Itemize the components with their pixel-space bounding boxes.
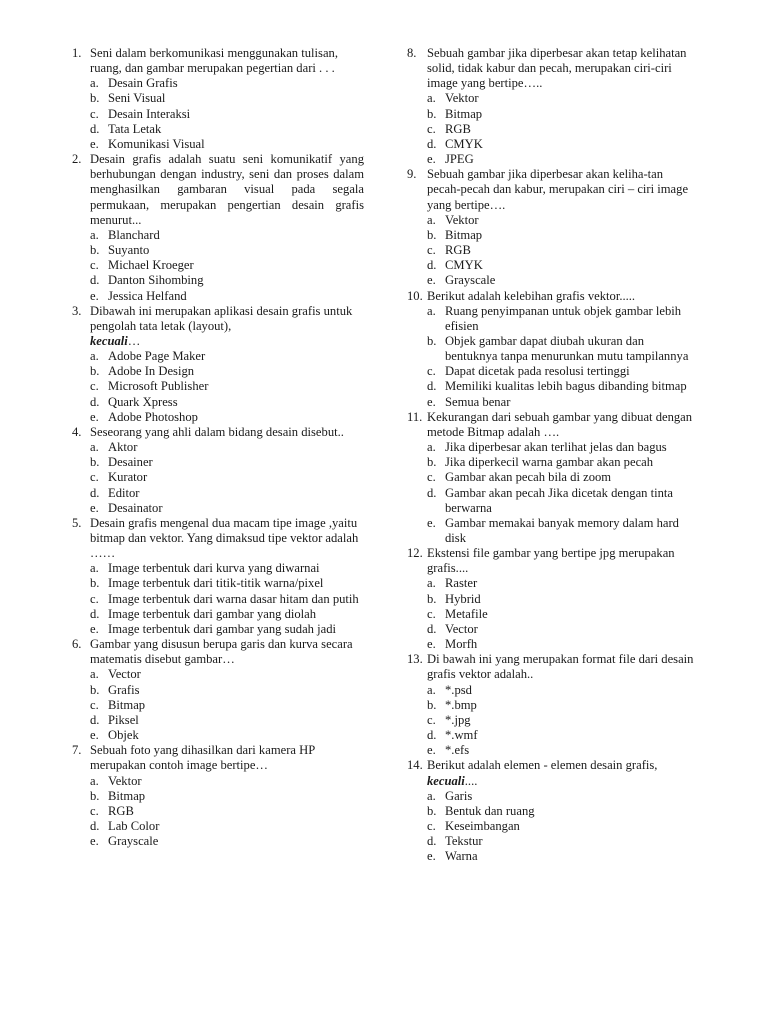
option-b[interactable] [90, 243, 364, 258]
question-body: Berikut adalah elemen - elemen desain grafis, [427, 758, 658, 773]
question-body: Dibawah ini merupakan aplikasi desain grafis untuk pengolah tata letak (layout), [90, 303, 353, 333]
option-c[interactable] [427, 243, 697, 258]
option-letter: a. [90, 773, 99, 788]
option-letter: c. [427, 364, 436, 379]
question-number: 7. [72, 743, 82, 758]
option-letter: c. [90, 697, 99, 712]
option-text: Desainator [108, 500, 163, 515]
option-c[interactable] [90, 258, 364, 273]
option-text: Image terbentuk dari gambar yang diolah [108, 606, 317, 621]
question-number: 12. [407, 546, 423, 561]
option-d[interactable] [90, 486, 364, 501]
question-14 [407, 758, 697, 864]
option-text: Objek [108, 728, 139, 743]
question-1 [72, 46, 364, 152]
option-a[interactable] [427, 304, 697, 334]
option-text: Bitmap [108, 788, 146, 803]
question-text: Di bawah ini yang merupakan format file dari desain grafis vektor adalah.. [427, 652, 694, 682]
answer-options [90, 440, 364, 516]
option-a[interactable] [427, 789, 697, 804]
option-text: Grafis [108, 682, 140, 697]
option-letter: a. [90, 349, 99, 364]
option-letter: b. [90, 455, 100, 470]
option-c[interactable] [90, 470, 364, 485]
option-letter: b. [427, 591, 437, 606]
question-number: 9. [407, 167, 417, 182]
option-a[interactable] [90, 561, 364, 576]
question-number: 10. [407, 288, 423, 303]
option-d[interactable] [427, 137, 697, 152]
option-text: Lab Color [108, 818, 160, 833]
question-number: 11. [407, 409, 423, 424]
option-text: Warna [445, 849, 478, 864]
option-text: CMYK [445, 258, 483, 273]
option-text: Bitmap [108, 697, 146, 712]
option-text: Gambar memakai banyak memory dalam hard disk [445, 515, 679, 545]
question-text [427, 758, 697, 788]
question-2 [72, 152, 364, 304]
question-text: Desain grafis adalah suatu seni komunikatif yang berhubungan dengan industry, seni dan proses dalam menghasilkan gambaran visual pada segala permukaan, merupakan pengertian desain grafis menurut... [90, 152, 364, 227]
option-text: Aktor [108, 440, 138, 455]
option-c[interactable] [90, 592, 364, 607]
option-letter: b. [427, 697, 437, 712]
option-text: Memiliki kualitas lebih bagus dibanding bitmap [445, 379, 687, 394]
option-d[interactable] [427, 258, 697, 273]
option-text: CMYK [445, 136, 483, 151]
option-text: Bentuk dan ruang [445, 803, 535, 818]
option-letter: c. [90, 803, 99, 818]
option-letter: c. [427, 243, 436, 258]
option-text: Semua benar [445, 394, 511, 409]
option-c[interactable] [427, 607, 697, 622]
option-letter: b. [427, 333, 437, 348]
option-b[interactable] [90, 789, 364, 804]
option-text: Desainer [108, 455, 153, 470]
option-letter: e. [427, 152, 436, 167]
option-letter: d. [427, 136, 437, 151]
option-b[interactable] [427, 804, 697, 819]
option-text: Komunikasi Visual [108, 136, 205, 151]
question-11 [407, 410, 697, 546]
question-number: 1. [72, 46, 82, 60]
option-d[interactable] [90, 273, 364, 288]
question-7 [72, 743, 364, 849]
question-4 [72, 425, 364, 516]
option-text: Image terbentuk dari kurva yang diwarnai [108, 561, 320, 576]
option-letter: d. [427, 485, 437, 500]
question-number: 4. [72, 424, 82, 439]
option-b[interactable] [90, 576, 364, 591]
answer-options [90, 561, 364, 637]
option-letter: b. [90, 243, 100, 258]
option-letter: c. [427, 818, 436, 833]
option-d[interactable] [90, 607, 364, 622]
option-letter: e. [90, 136, 99, 151]
option-text: Piksel [108, 712, 139, 727]
option-text: *.wmf [445, 728, 478, 743]
option-d[interactable] [90, 713, 364, 728]
option-letter: a. [427, 788, 436, 803]
option-text: Desain Interaksi [108, 106, 191, 121]
option-b[interactable] [427, 698, 697, 713]
option-letter: e. [90, 409, 99, 424]
option-d[interactable] [90, 122, 364, 137]
question-5 [72, 516, 364, 637]
option-a[interactable] [90, 774, 364, 789]
option-c[interactable] [90, 379, 364, 394]
option-letter: d. [427, 834, 437, 849]
option-letter: e. [427, 743, 436, 758]
option-text: Blanchard [108, 227, 160, 242]
option-e[interactable] [427, 273, 697, 288]
option-letter: d. [90, 818, 100, 833]
option-letter: d. [90, 712, 100, 727]
option-e[interactable] [427, 395, 697, 410]
option-c[interactable] [427, 819, 697, 834]
option-text: Dapat dicetak pada resolusi tertinggi [445, 364, 630, 379]
option-a[interactable] [90, 76, 364, 91]
option-letter: a. [90, 561, 99, 576]
option-a[interactable] [427, 683, 697, 698]
answer-options [427, 91, 697, 167]
option-a[interactable] [90, 228, 364, 243]
option-text: Raster [445, 576, 478, 591]
option-d[interactable] [427, 622, 697, 637]
option-letter: e. [90, 288, 99, 303]
option-letter: d. [427, 621, 437, 636]
option-e[interactable] [427, 637, 697, 652]
option-letter: a. [427, 91, 436, 106]
option-letter: b. [427, 803, 437, 818]
answer-options [427, 440, 697, 546]
option-a[interactable] [427, 440, 697, 455]
option-letter: b. [90, 364, 100, 379]
answer-options [427, 576, 697, 652]
option-text: Keseimbangan [445, 818, 520, 833]
option-letter: e. [427, 637, 436, 652]
option-text: Image terbentuk dari warna dasar hitam dan putih [108, 591, 359, 606]
option-text: Microsoft Publisher [108, 379, 209, 394]
answer-options [90, 76, 364, 152]
option-letter: b. [427, 227, 437, 242]
option-c[interactable] [427, 470, 697, 485]
option-text: RGB [445, 243, 471, 258]
option-d[interactable] [427, 728, 697, 743]
option-b[interactable] [90, 683, 364, 698]
option-letter: a. [90, 227, 99, 242]
option-text: RGB [108, 803, 134, 818]
option-letter: d. [90, 606, 100, 621]
option-b[interactable] [90, 364, 364, 379]
option-letter: a. [90, 667, 99, 682]
option-letter: d. [90, 485, 100, 500]
option-letter: b. [90, 788, 100, 803]
option-text: Ruang penyimpanan untuk objek gambar lebih efisien [445, 303, 682, 333]
option-letter: c. [427, 712, 436, 727]
option-letter: e. [90, 500, 99, 515]
option-e[interactable] [427, 516, 697, 546]
question-text: Ekstensi file gambar yang bertipe jpg merupakan grafis.... [427, 546, 675, 576]
option-a[interactable] [427, 213, 697, 228]
option-text: Danton Sihombing [108, 273, 204, 288]
option-text: Adobe Photoshop [108, 409, 198, 424]
option-text: Objek gambar dapat diubah ukuran dan bentuknya tanpa menurunkan mutu tampilannya [445, 333, 689, 364]
answer-options [427, 213, 697, 289]
option-c[interactable] [427, 122, 697, 137]
option-d[interactable] [427, 486, 697, 516]
option-letter: d. [90, 273, 100, 288]
option-text: Grayscale [445, 273, 496, 288]
option-text: Vektor [108, 773, 142, 788]
option-letter: d. [90, 394, 100, 409]
option-letter: d. [427, 728, 437, 743]
option-e[interactable] [427, 743, 697, 758]
option-text: *.jpg [445, 712, 471, 727]
option-c[interactable] [90, 804, 364, 819]
answer-options [427, 304, 697, 410]
option-text: *.bmp [445, 697, 477, 712]
option-letter: e. [427, 849, 436, 864]
option-letter: c. [90, 379, 99, 394]
option-letter: e. [90, 621, 99, 636]
option-letter: e. [427, 273, 436, 288]
option-text: RGB [445, 121, 471, 136]
question-number: 14. [407, 758, 423, 773]
option-letter: e. [90, 834, 99, 849]
option-e[interactable] [90, 622, 364, 637]
question-text: Seseorang yang ahli dalam bidang desain disebut.. [90, 424, 344, 439]
question-9 [407, 167, 697, 288]
question-text [90, 304, 364, 349]
option-text: *.psd [445, 682, 472, 697]
option-e[interactable] [90, 289, 364, 304]
option-text: Gambar akan pecah Jika dicetak dengan tinta berwarna [445, 485, 673, 515]
option-c[interactable] [90, 107, 364, 122]
option-b[interactable] [90, 91, 364, 106]
option-letter: c. [90, 591, 99, 606]
option-text: Morfh [445, 637, 478, 652]
option-e[interactable] [90, 410, 364, 425]
option-text: Metafile [445, 606, 488, 621]
question-emphasis: kecuali [90, 333, 128, 348]
option-letter: c. [427, 606, 436, 621]
option-letter: c. [427, 470, 436, 485]
option-text: Tata Letak [108, 121, 162, 136]
answer-options [427, 683, 697, 759]
question-10 [407, 289, 697, 410]
option-b[interactable] [90, 455, 364, 470]
option-text: Quark Xpress [108, 394, 178, 409]
option-e[interactable] [90, 137, 364, 152]
option-d[interactable] [90, 819, 364, 834]
answer-options [90, 667, 364, 743]
option-letter: e. [427, 515, 436, 530]
option-a[interactable] [427, 91, 697, 106]
option-e[interactable] [427, 152, 697, 167]
option-c[interactable] [427, 364, 697, 379]
question-suffix: .... [464, 773, 478, 788]
option-e[interactable] [90, 834, 364, 849]
question-text: Sebuah gambar jika diperbesar akan keliha-tan pecah-pecah dan kabur, merupakan ciri – ciri image yang bertipe…. [427, 167, 689, 212]
question-8 [407, 46, 697, 167]
option-text: Tekstur [445, 834, 483, 849]
question-text: Gambar yang disusun berupa garis dan kurva secara matematis disebut gambar… [90, 637, 353, 667]
option-letter: e. [90, 728, 99, 743]
option-b[interactable] [427, 334, 697, 364]
question-number: 6. [72, 637, 82, 652]
option-letter: a. [427, 682, 436, 697]
option-d[interactable] [427, 379, 697, 394]
answer-options [427, 789, 697, 865]
option-e[interactable] [90, 501, 364, 516]
option-b[interactable] [427, 228, 697, 243]
left-column [72, 46, 364, 849]
option-text: Garis [445, 788, 473, 803]
option-e[interactable] [90, 728, 364, 743]
option-text: Vektor [445, 91, 479, 106]
option-letter: a. [427, 212, 436, 227]
option-d[interactable] [427, 834, 697, 849]
question-number: 3. [72, 303, 82, 318]
answer-options [90, 774, 364, 850]
option-letter: d. [427, 258, 437, 273]
option-text: Gambar akan pecah bila di zoom [445, 470, 612, 485]
question-3 [72, 304, 364, 425]
option-letter: b. [427, 455, 437, 470]
option-c[interactable] [427, 713, 697, 728]
option-letter: e. [427, 394, 436, 409]
option-text: Grayscale [108, 834, 159, 849]
option-text: Image terbentuk dari titik-titik warna/pixel [108, 576, 324, 591]
option-a[interactable] [427, 576, 697, 591]
question-emphasis: kecuali [427, 773, 465, 788]
option-text: Suyanto [108, 243, 150, 258]
option-text: Bitmap [445, 227, 483, 242]
question-number: 8. [407, 46, 417, 60]
question-number: 13. [407, 652, 423, 667]
option-text: Bitmap [445, 106, 483, 121]
option-text: Vektor [445, 212, 479, 227]
question-text: Sebuah gambar jika diperbesar akan tetap kelihatan solid, tidak kabur dan pecah, merupakan ciri-ciri image yang bertipe….. [427, 46, 687, 91]
option-c[interactable] [90, 698, 364, 713]
option-text: Jika diperbesar akan terlihat jelas dan bagus [445, 440, 667, 455]
question-number: 2. [72, 152, 82, 167]
option-letter: d. [90, 121, 100, 136]
option-letter: c. [90, 106, 99, 121]
option-text: Desain Grafis [108, 76, 178, 91]
answer-options [90, 228, 364, 304]
option-text: Michael Kroeger [108, 258, 194, 273]
option-letter: b. [90, 682, 100, 697]
option-b[interactable] [427, 107, 697, 122]
question-suffix: … [127, 333, 141, 348]
option-letter: d. [427, 379, 437, 394]
option-text: Jika diperkecil warna gambar akan pecah [445, 455, 654, 470]
question-number: 5. [72, 515, 82, 530]
option-b[interactable] [427, 455, 697, 470]
option-letter: c. [427, 121, 436, 136]
option-letter: b. [427, 106, 437, 121]
option-letter: b. [90, 576, 100, 591]
option-letter: a. [427, 576, 436, 591]
option-e[interactable] [427, 849, 697, 864]
option-b[interactable] [427, 592, 697, 607]
question-6 [72, 637, 364, 743]
right-column [407, 46, 697, 864]
option-text: Editor [108, 485, 140, 500]
question-13 [407, 652, 697, 758]
option-text: Vector [445, 621, 478, 636]
option-text: Image terbentuk dari gambar yang sudah jadi [108, 621, 337, 636]
option-letter: a. [90, 76, 99, 91]
question-12 [407, 546, 697, 652]
question-text: Desain grafis mengenal dua macam tipe image ,yaitu bitmap dan vektor. Yang dimaksud tipe vektor adalah …… [90, 515, 359, 561]
option-text: Hybrid [445, 591, 481, 606]
option-letter: a. [427, 303, 436, 318]
option-text: Jessica Helfand [108, 288, 187, 303]
option-a[interactable] [90, 667, 364, 682]
option-letter: c. [90, 258, 99, 273]
option-text: Vector [108, 667, 141, 682]
option-text: JPEG [445, 152, 474, 167]
option-text: Seni Visual [108, 91, 166, 106]
answer-options [90, 349, 364, 425]
option-letter: c. [90, 470, 99, 485]
option-text: *.efs [445, 743, 470, 758]
option-text: Adobe In Design [108, 364, 195, 379]
option-d[interactable] [90, 395, 364, 410]
option-letter: a. [427, 440, 436, 455]
question-text: Sebuah foto yang dihasilkan dari kamera HP merupakan contoh image bertipe… [90, 743, 315, 773]
option-a[interactable] [90, 440, 364, 455]
question-text: Berikut adalah kelebihan grafis vektor..... [427, 288, 636, 303]
question-text: Seni dalam berkomunikasi menggunakan tulisan, ruang, dan gambar merupakan pegertian dari . . . [90, 46, 338, 76]
option-a[interactable] [90, 349, 364, 364]
option-text: Kurator [108, 470, 148, 485]
option-letter: b. [90, 91, 100, 106]
option-letter: a. [90, 440, 99, 455]
option-text: Adobe Page Maker [108, 349, 206, 364]
question-text: Kekurangan dari sebuah gambar yang dibuat dengan metode Bitmap adalah …. [427, 409, 693, 439]
